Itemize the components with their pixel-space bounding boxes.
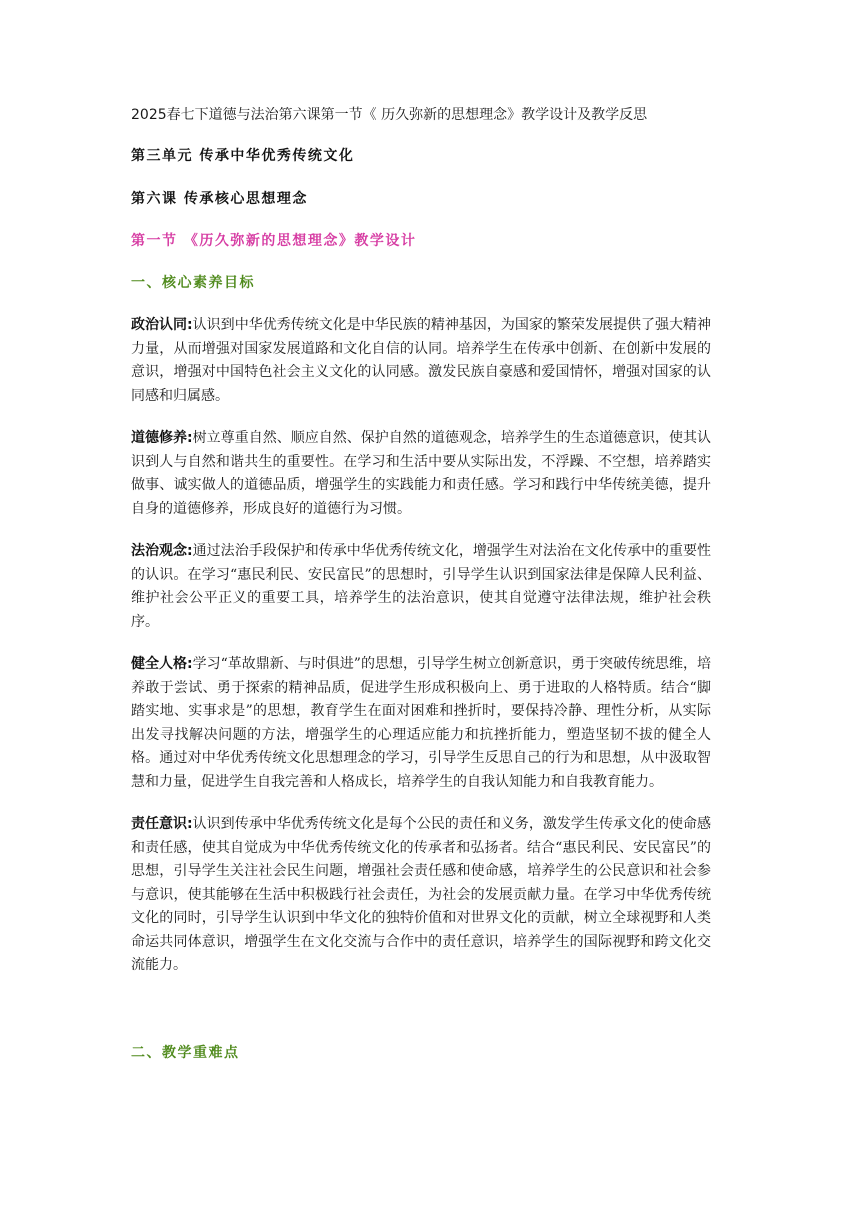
goal-text: 认识到中华优秀传统文化是中华民族的精神基因，为国家的繁荣发展提供了强大精神力量，从而增强对国家发展道路和文化自信的认同。培养学生在传承中创新、在创新中发展的意识，增强对中国特色社会主义文化的认同感。激发民族自豪感和爱国情怀，增强对国家的认同感和归属感。	[131, 317, 712, 404]
difficulties-heading: 二、教学重难点	[131, 1044, 240, 1061]
goal-term: 责任意识	[131, 816, 188, 832]
goal-term: 法治观念	[131, 543, 188, 559]
section-heading: 第一节 《历久弥新的思想理念》教学设计	[131, 233, 417, 249]
goal-paragraph: 健全人格:学习“革故鼎新、与时俱进”的思想，引导学生树立创新意识，勇于突破传统思维，培养敢于尝试、勇于探索的精神品质，促进学生形成积极向上、勇于进取的人格特质。结合“脚踏实地、实事求是”的思想，教育学生在面对困难和挫折时，要保持冷静、理性分析，从实际出发寻找解决问题的方法，增强学生的心理适应能力和抗挫折能力，塑造坚韧不拔的健全人格。通过对中华优秀传统文化思想理念的学习，引导学生反思自己的行为和思想，从中汲取智慧和力量，促进学生自我完善和人格成长，培养学生的自我认知能力和自我教育能力。	[131, 656, 712, 790]
goal-text: 认识到传承中华优秀传统文化是每个公民的责任和义务，激发学生传承文化的使命感和责任感，使其自觉成为中华优秀传统文化的传承者和弘扬者。结合“惠民利民、安民富民”的思想，引导学生关注社会民生问题，增强社会责任感和使命感，培养学生的公民意识和社会参与意识，使其能够在生活中积极践行社会责任，为社会的发展贡献力量。在学习中华优秀传统文化的同时，引导学生认识到中华文化的独特价值和对世界文化的贡献，树立全球视野和人类命运共同体意识，增强学生在文化交流与合作中的责任意识，培养学生的国际视野和跨文化交流能力。	[131, 816, 712, 973]
goal-paragraph: 政治认同:认识到中华优秀传统文化是中华民族的精神基因，为国家的繁荣发展提供了强大精神力量，从而增强对国家发展道路和文化自信的认同。培养学生在传承中创新、在创新中发展的意识，增强对中国特色社会主义文化的认同感。激发民族自豪感和爱国情怀，增强对国家的认同感和归属感。	[131, 317, 712, 404]
goal-text: 通过法治手段保护和传承中华优秀传统文化，增强学生对法治在文化传承中的重要性的认识。在学习“惠民利民、安民富民”的思想时，引导学生认识到国家法律是保障人民利益、维护社会公平正义的重要工具，培养学生的法治意识，使其自觉遵守法律法规，维护社会秩序。	[131, 543, 712, 630]
document-body	[131, 103, 711, 1064]
goal-paragraph: 法治观念:通过法治手段保护和传承中华优秀传统文化，增强学生对法治在文化传承中的重要性的认识。在学习“惠民利民、安民富民”的思想时，引导学生认识到国家法律是保障人民利益、维护社会公平正义的重要工具，培养学生的法治意识，使其自觉遵守法律法规，维护社会秩序。	[131, 543, 712, 630]
goals-heading: 一、核心素养目标	[131, 275, 255, 291]
unit-heading: 第三单元 传承中华优秀传统文化	[131, 148, 355, 164]
goal-term: 道德修养	[131, 430, 188, 446]
lesson-heading: 第六课 传承核心思想理念	[131, 191, 308, 207]
goal-paragraph: 道德修养:树立尊重自然、顺应自然、保护自然的道德观念，培养学生的生态道德意识，使其认识到人与自然和谐共生的重要性。在学习和生活中要从实际出发，不浮躁、不空想，培养踏实做事、诚实做人的道德品质，增强学生的实践能力和责任感。学习和践行中华传统美德，提升自身的道德修养，形成良好的道德行为习惯。	[131, 430, 712, 517]
goal-paragraph: 责任意识:认识到传承中华优秀传统文化是每个公民的责任和义务，激发学生传承文化的使命感和责任感，使其自觉成为中华优秀传统文化的传承者和弘扬者。结合“惠民利民、安民富民”的思想，引导学生关注社会民生问题，增强社会责任感和使命感，培养学生的公民意识和社会参与意识，使其能够在生活中积极践行社会责任，为社会的发展贡献力量。在学习中华优秀传统文化的同时，引导学生认识到中华文化的独特价值和对世界文化的贡献，树立全球视野和人类命运共同体意识，增强学生在文化交流与合作中的责任意识，培养学生的国际视野和跨文化交流能力。	[131, 816, 712, 973]
goal-text: 学习“革故鼎新、与时俱进”的思想，引导学生树立创新意识，勇于突破传统思维，培养敢于尝试、勇于探索的精神品质，促进学生形成积极向上、勇于进取的人格特质。结合“脚踏实地、实事求是”的思想，教育学生在面对困难和挫折时，要保持冷静、理性分析，从实际出发寻找解决问题的方法，增强学生的心理适应能力和抗挫折能力，塑造坚韧不拔的健全人格。通过对中华优秀传统文化思想理念的学习，引导学生反思自己的行为和思想，从中汲取智慧和力量，促进学生自我完善和人格成长，培养学生的自我认知能力和自我教育能力。	[131, 656, 712, 790]
goal-term: 健全人格	[131, 656, 188, 672]
document-title: 2025春七下道德与法治第六课第一节《 历久弥新的思想理念》教学设计及教学反思	[131, 107, 648, 123]
goal-text: 树立尊重自然、顺应自然、保护自然的道德观念，培养学生的生态道德意识，使其认识到人与自然和谐共生的重要性。在学习和生活中要从实际出发，不浮躁、不空想，培养踏实做事、诚实做人的道德品质，增强学生的实践能力和责任感。学习和践行中华传统美德，提升自身的道德修养，形成良好的道德行为习惯。	[131, 430, 712, 517]
goal-term: 政治认同	[131, 317, 188, 333]
